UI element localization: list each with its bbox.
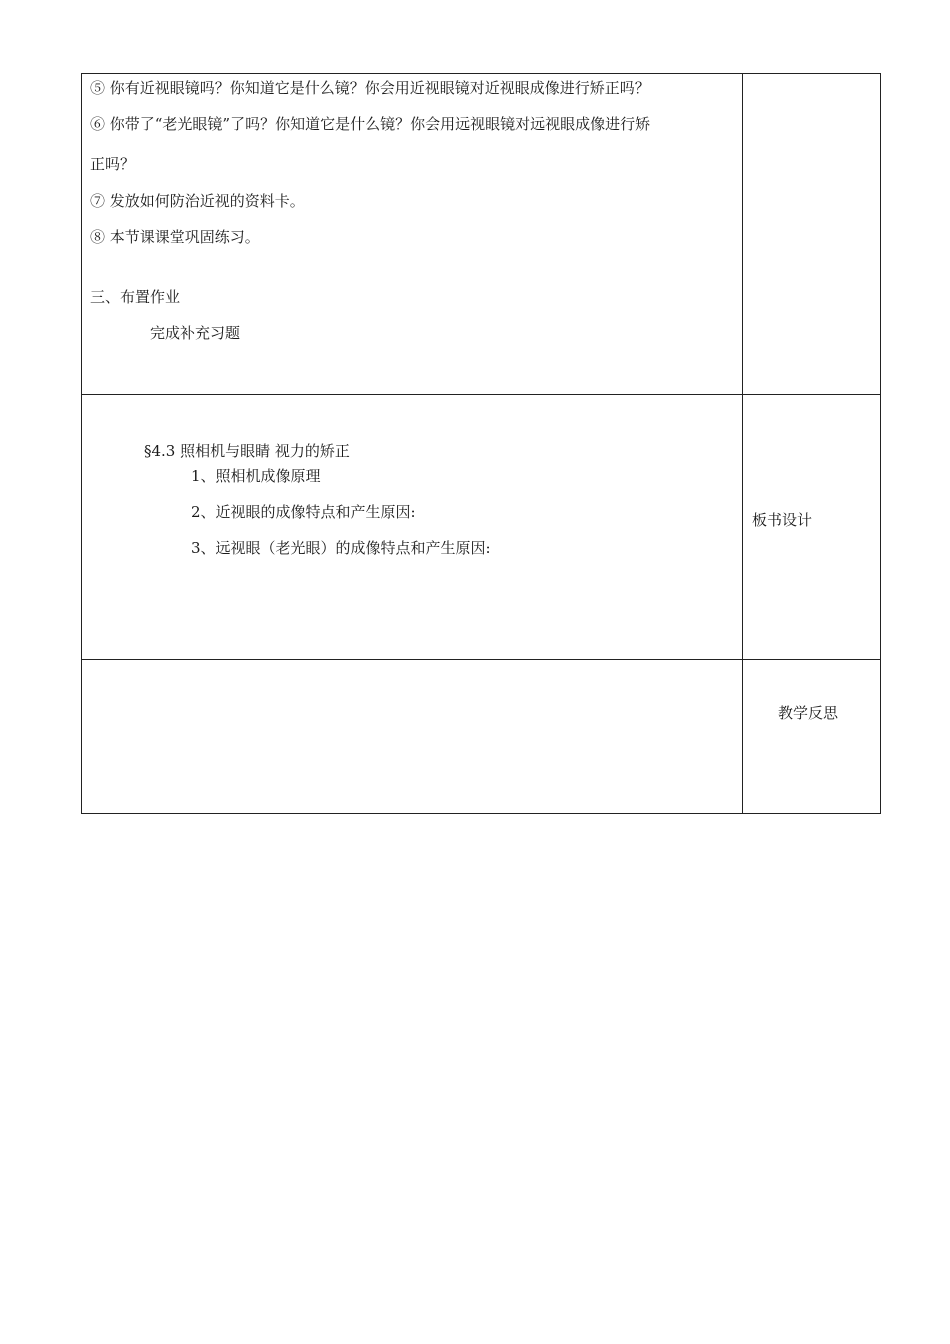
activity-item-6-continued: 正吗？: [90, 155, 136, 173]
table-border-bottom: [81, 813, 881, 814]
board-item-3: 3、远视眼（老光眼）的成像特点和产生原因:: [191, 539, 491, 557]
homework-heading: 三、布置作业: [90, 288, 181, 306]
table-border-top: [81, 73, 881, 74]
table-border-right: [880, 73, 881, 814]
row-divider-2: [81, 659, 881, 660]
row-divider-1: [81, 394, 881, 395]
homework-item: 完成补充习题: [150, 324, 241, 342]
board-item-2: 2、近视眼的成像特点和产生原因:: [191, 503, 416, 521]
teaching-reflection-label: 教学反思: [778, 704, 839, 722]
activity-item-6: ⑥ 你带了“老光眼镜”了吗？你知道它是什么镜？你会用远视眼镜对远视眼成像进行矫: [90, 115, 651, 133]
board-item-1: 1、照相机成像原理: [191, 467, 321, 485]
board-title: §4.3 照相机与眼睛 视力的矫正: [144, 442, 350, 460]
activity-item-5: ⑤ 你有近视眼镜吗？你知道它是什么镜？你会用近视眼镜对近视眼成像进行矫正吗？: [90, 79, 650, 97]
column-divider: [742, 73, 743, 814]
activity-item-7: ⑦ 发放如何防治近视的资料卡。: [90, 192, 305, 210]
board-design-label: 板书设计: [752, 511, 813, 529]
activity-item-8: ⑧ 本节课课堂巩固练习。: [90, 228, 260, 246]
table-border-left: [81, 73, 82, 814]
lesson-plan-table: [81, 73, 881, 814]
